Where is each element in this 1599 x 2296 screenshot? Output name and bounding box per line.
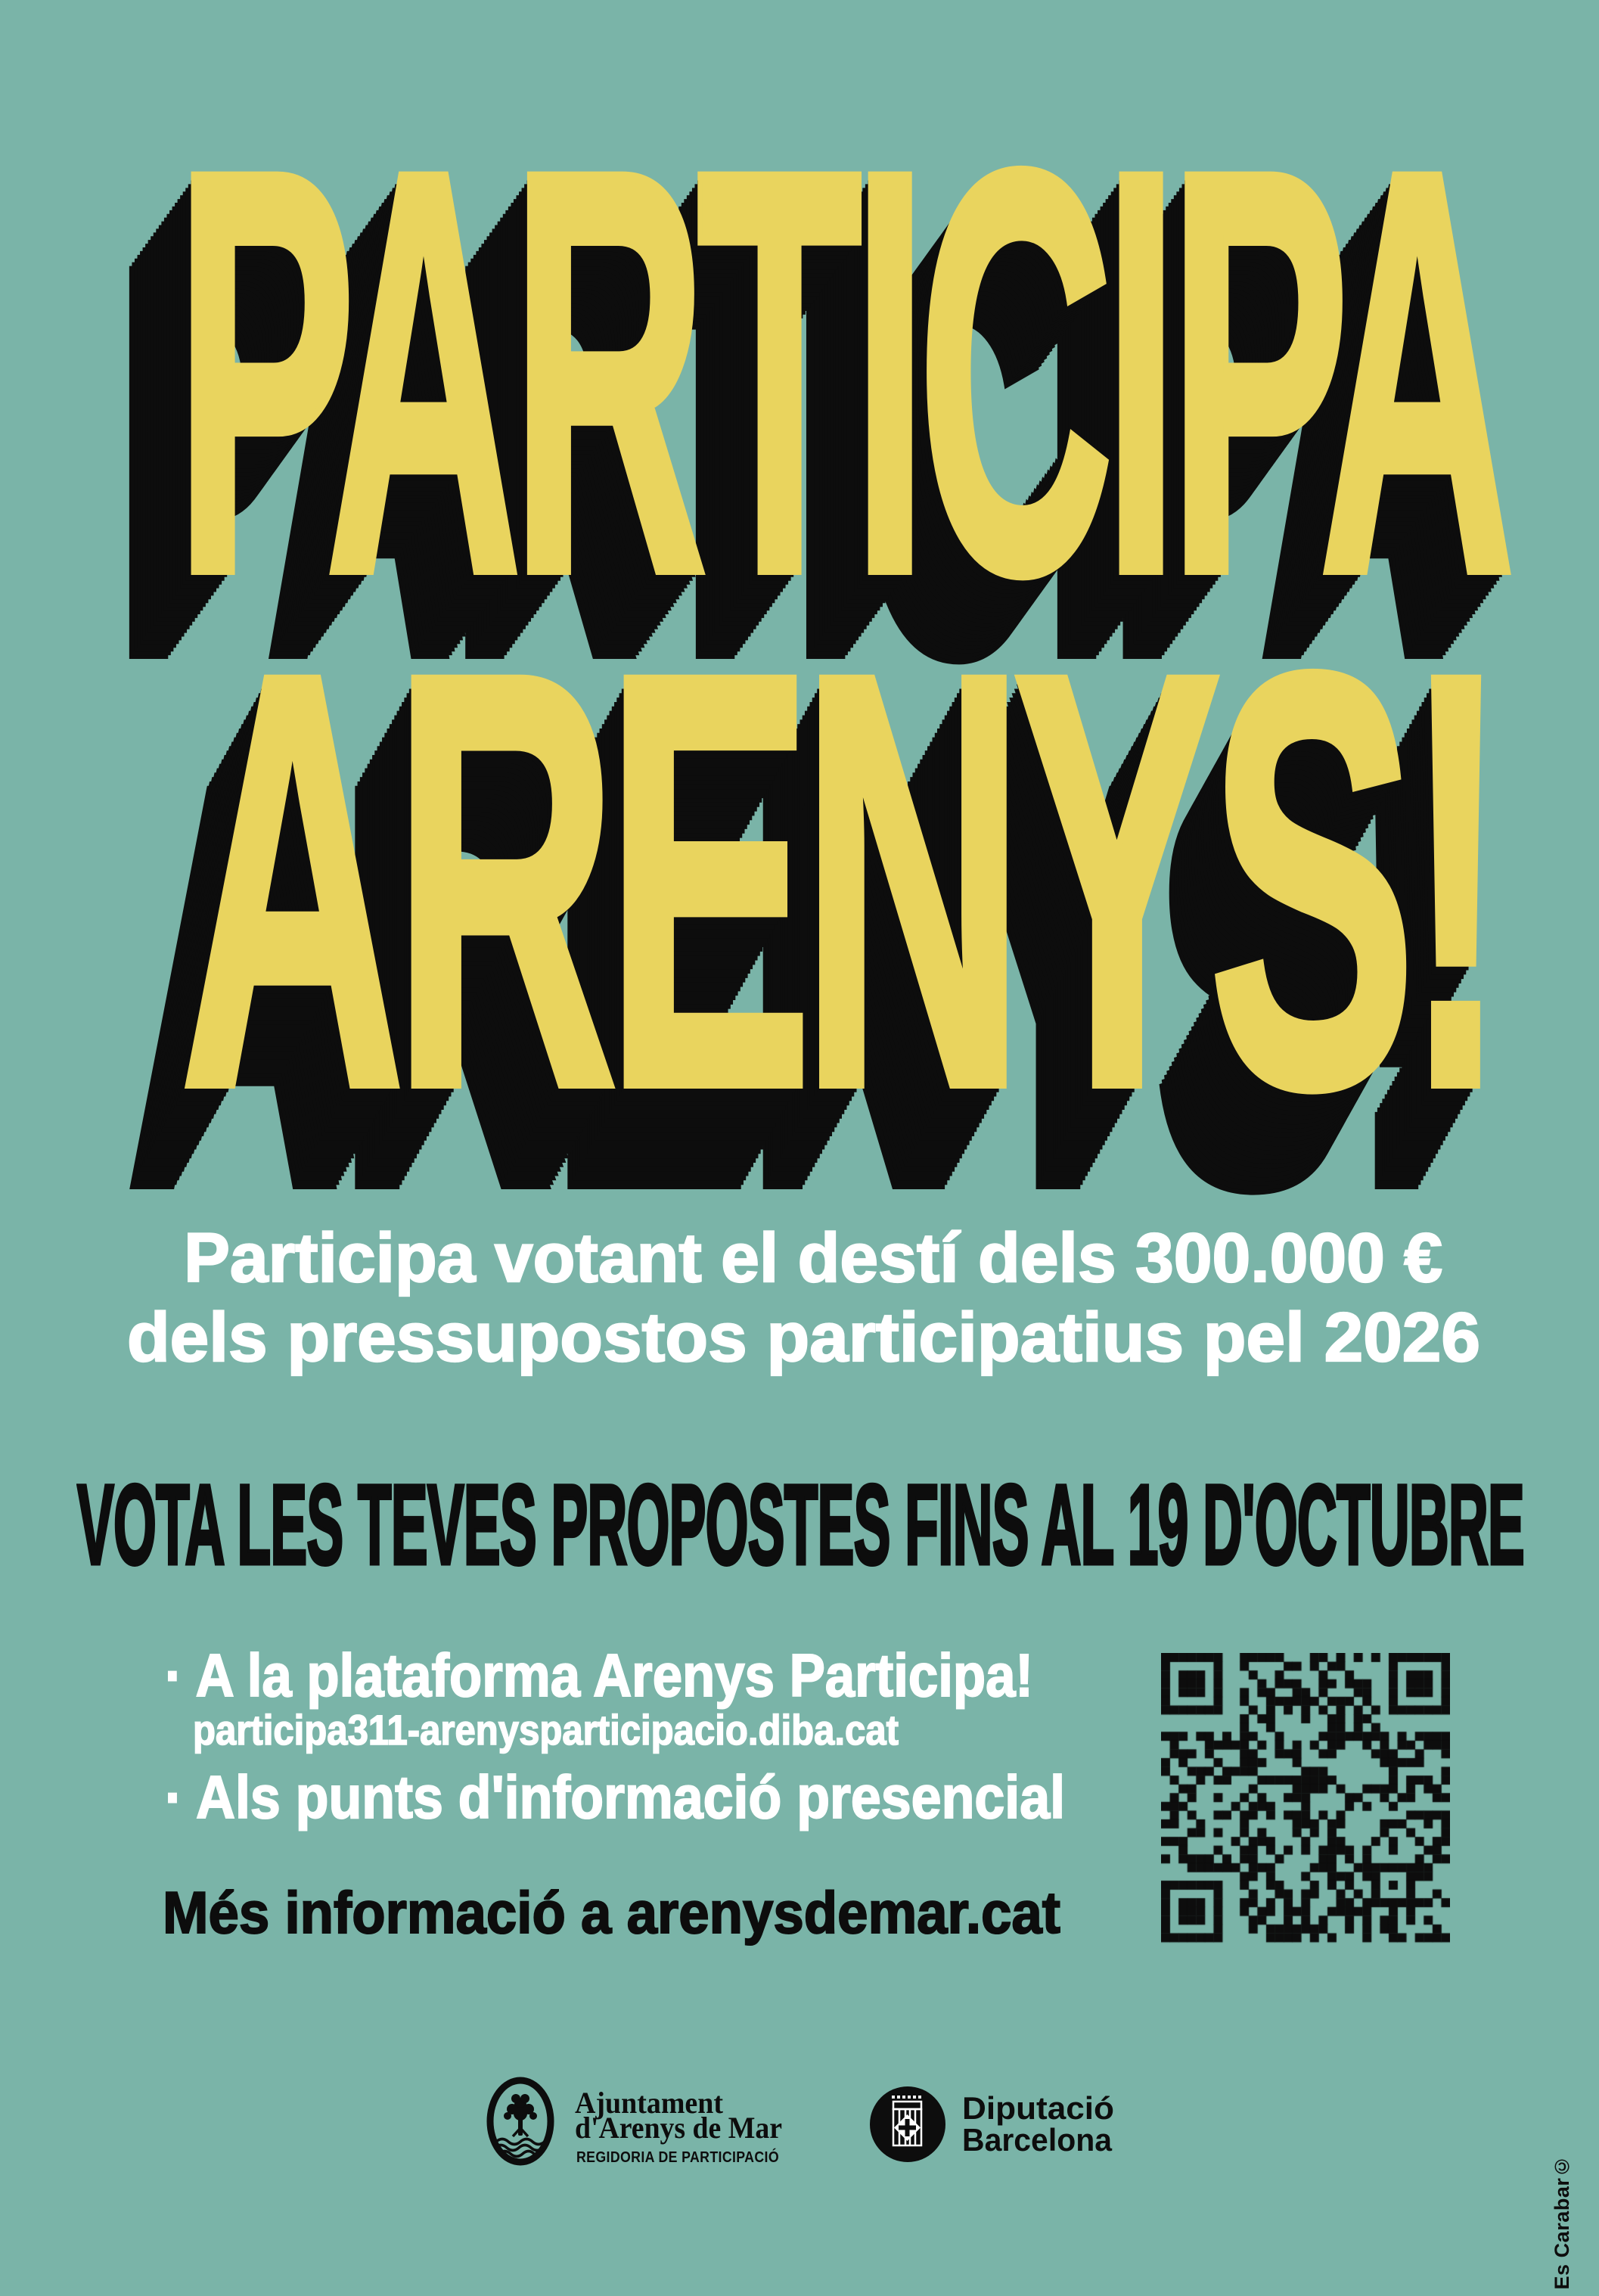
diputacio-line1: Diputació (962, 2090, 1114, 2126)
vote-deadline-banner: VOTA LES TEVES PROPOSTES FINS AL 19 D'OCTUBRE (77, 1461, 1524, 1588)
subtitle-line-1: Participa votant el destí dels 300.000 € (184, 1219, 1442, 1297)
design-credit: Es Carabar© (1551, 2155, 1573, 2290)
qr-code-icon (1161, 1653, 1450, 1943)
subtitle-line-2: dels pressupostos participatius pel 2026 (127, 1299, 1480, 1376)
ajuntament-name-line1: Ajuntament (575, 2086, 723, 2120)
headline-participa: PARTICIPA (175, 53, 1505, 691)
diputacio-barcelona-seal-icon (868, 2086, 947, 2162)
channel-platform-label: · A la plataforma Arenys Participa! (165, 1642, 1033, 1709)
diputacio-line2: Barcelona (962, 2122, 1112, 2158)
arenys-coat-of-arms-icon (486, 2077, 554, 2166)
platform-url: participa311-arenysparticipacio.diba.cat (193, 1706, 899, 1754)
channel-inperson-label: · Als punts d'informació presencial (165, 1763, 1065, 1831)
ajuntament-department: REGIDORIA DE PARTICIPACIÓ (576, 2149, 779, 2166)
ajuntament-name-line2: d'Arenys de Mar (575, 2111, 782, 2145)
more-info-line: Més informació a arenysdemar.cat (163, 1879, 1060, 1946)
headline-arenys: ARENYS! (181, 553, 1497, 1208)
